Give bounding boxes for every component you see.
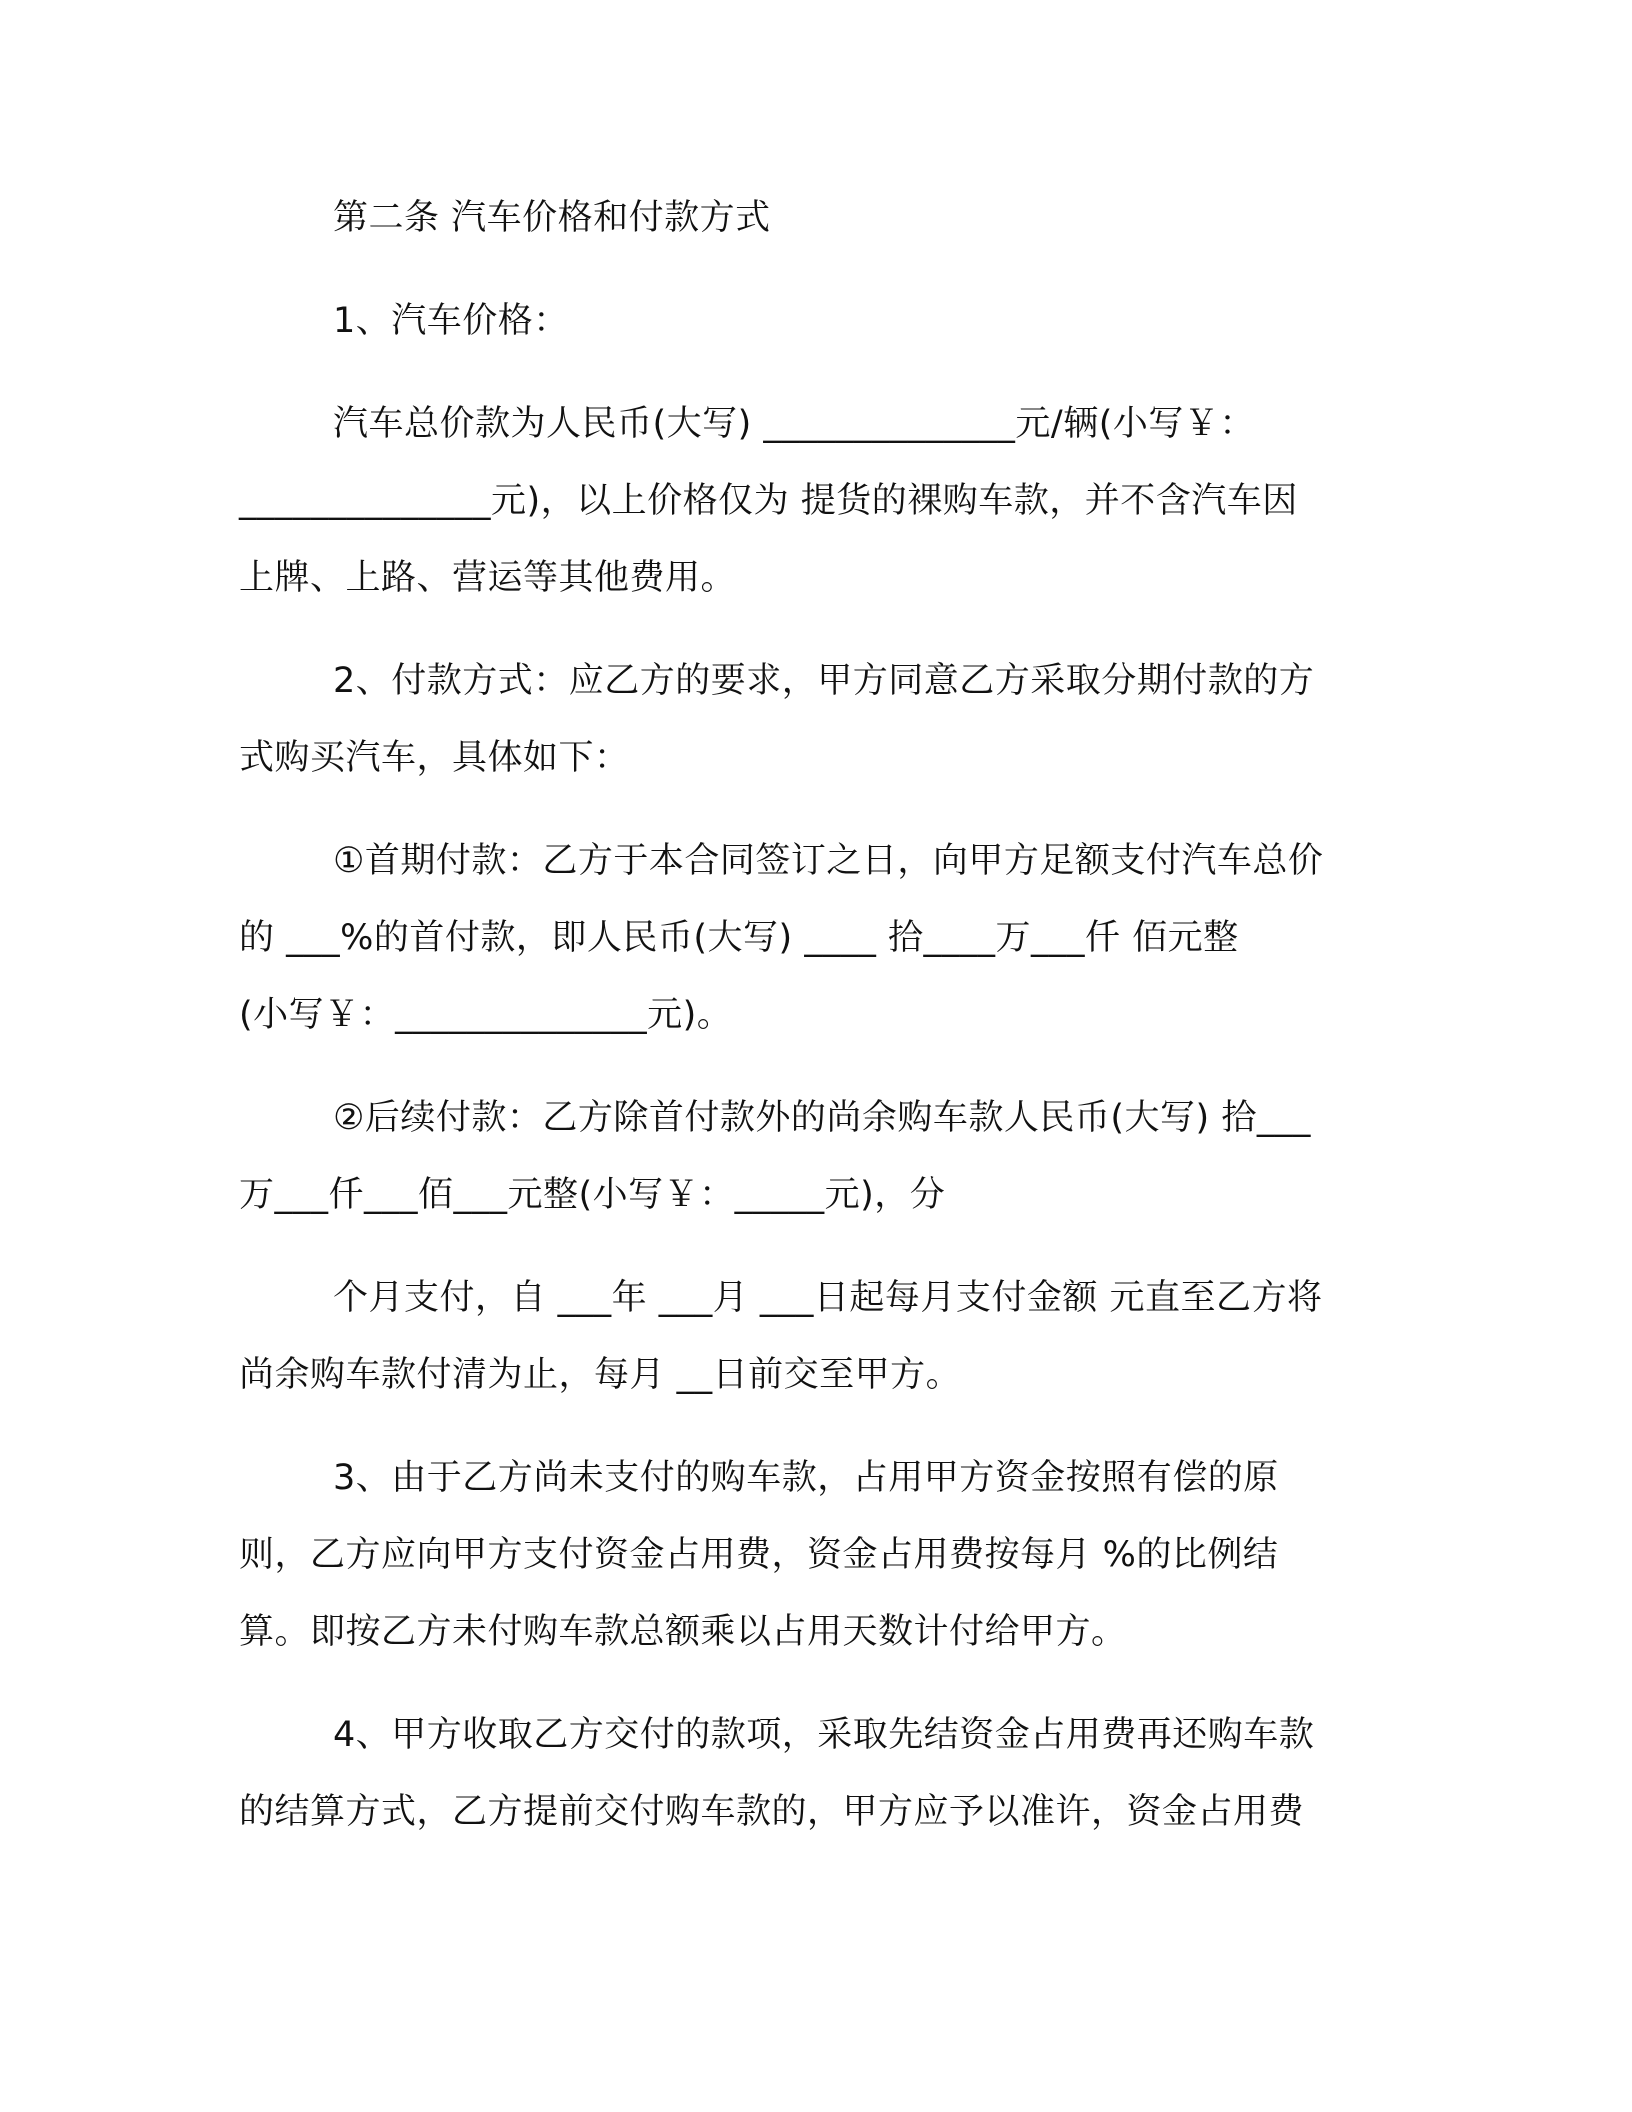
- paragraph-line: 汽车总价款为人民币(大写) ______________元/辆(小写￥：: [333, 404, 1255, 444]
- clause-2-line: 2、付款方式：应乙方的要求，甲方同意乙方采取分期付款的方: [333, 661, 1315, 701]
- paragraph-line: (小写￥：______________元)。: [239, 995, 733, 1035]
- paragraph-line: 的结算方式，乙方提前交付购车款的，甲方应予以准许，资金占用费: [239, 1792, 1305, 1832]
- paragraph-line: 则，乙方应向甲方支付资金占用费，资金占用费按每月 %的比例结: [239, 1535, 1279, 1575]
- paragraph-line: 的 ___%的首付款，即人民币(大写) ____ 拾____万___仟 佰元整: [239, 918, 1239, 958]
- paragraph-line: 万___仟___佰___元整(小写￥：_____元)，分: [239, 1175, 946, 1215]
- paragraph-line: ______________元)，以上价格仅为 提货的裸购车款，并不含汽车因: [239, 481, 1298, 521]
- paragraph-line: 上牌、上路、营运等其他费用。: [239, 558, 737, 598]
- first-payment-line: ①首期付款：乙方于本合同签订之日，向甲方足额支付汽车总价: [333, 841, 1324, 881]
- later-payment-line: ②后续付款：乙方除首付款外的尚余购车款人民币(大写) 拾___: [333, 1098, 1311, 1138]
- paragraph-line: 式购买汽车，具体如下：: [239, 738, 630, 778]
- paragraph-line: 算。即按乙方未付购车款总额乘以占用天数计付给甲方。: [239, 1612, 1127, 1652]
- article-heading: 第二条 汽车价格和付款方式: [333, 198, 771, 238]
- clause-4-line: 4、甲方收取乙方交付的款项，采取先结资金占用费再还购车款: [333, 1715, 1315, 1755]
- paragraph-line: 尚余购车款付清为止，每月 __日前交至甲方。: [239, 1355, 962, 1395]
- clause-3-line: 3、由于乙方尚未支付的购车款，占用甲方资金按照有偿的原: [333, 1458, 1279, 1498]
- clause-1-heading: 1、汽车价格：: [333, 301, 569, 341]
- paragraph-line: 个月支付，自 ___年 ___月 ___日起每月支付金额 元直至乙方将: [333, 1278, 1323, 1318]
